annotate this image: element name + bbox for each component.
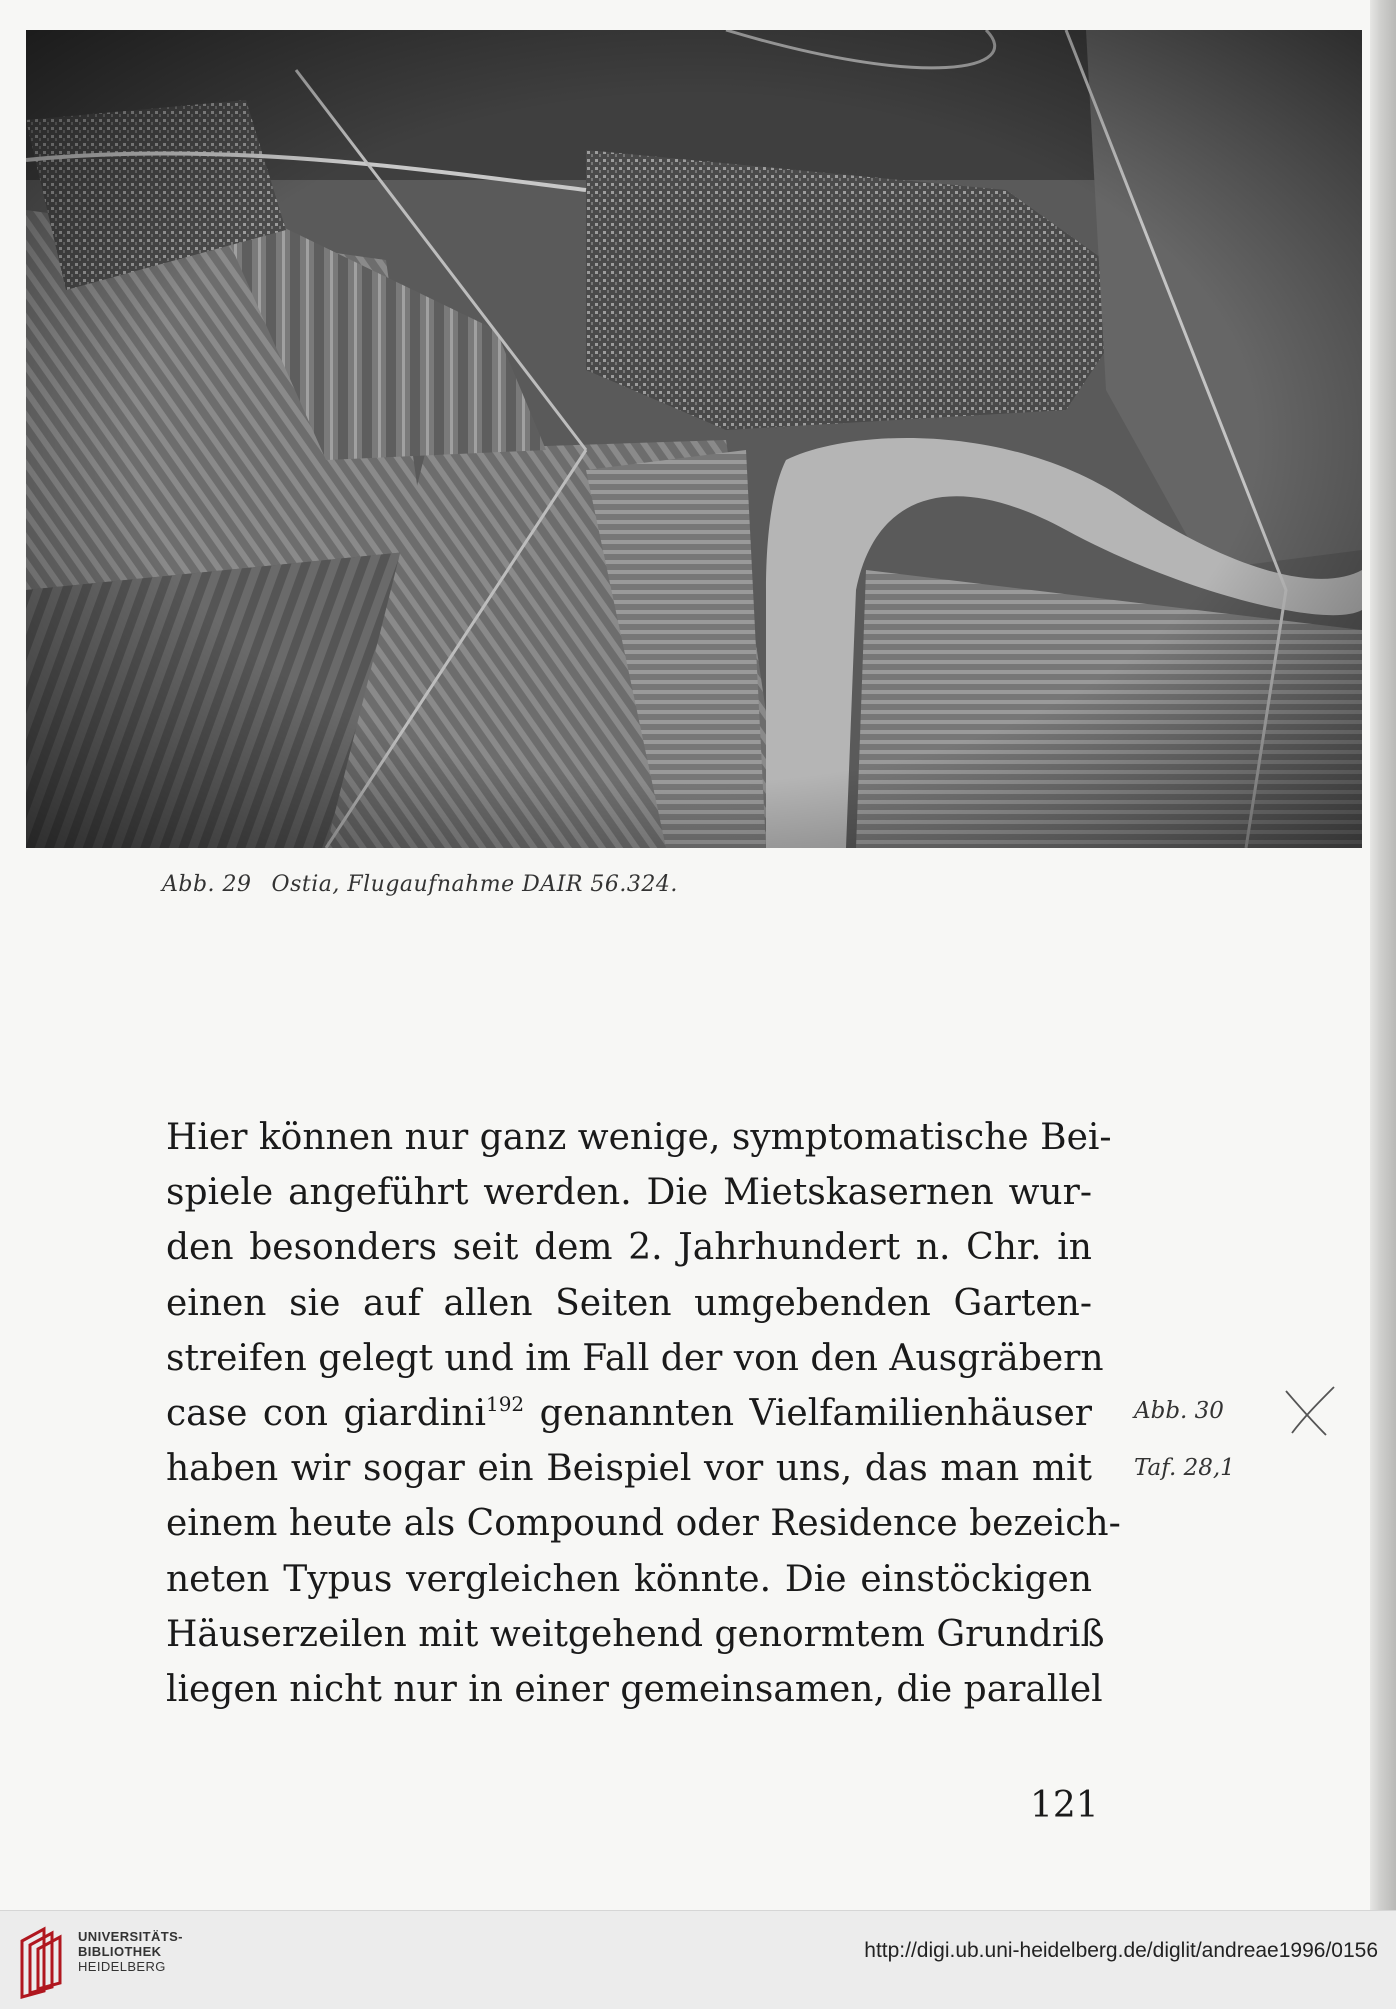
text-line: neten Typus vergleichen könnte. Die einstöckigen [166,1558,1092,1600]
library-name [78,1929,183,1974]
text-line: einen sie auf allen Seiten umgebenden Garten- [166,1282,1092,1324]
aerial-photo [26,30,1362,848]
text-line-part: genannten Vielfamilienhäuser [524,1392,1092,1434]
text-line: Häuserzeilen mit weitgehend genormtem Grundriß [166,1613,1105,1655]
margin-note-abb: Abb. 30 [1134,1398,1224,1424]
text-line [166,1386,1092,1441]
handwritten-x-mark [1280,1385,1338,1437]
library-logo-icon [14,1921,66,1999]
footnote-ref[interactable]: 192 [485,1391,525,1416]
text-line: haben wir sogar ein Beispiel vor uns, das man mit [166,1448,1092,1490]
figure-caption-text: Ostia, Flugaufnahme DAIR 56.324. [271,872,678,897]
text-line: spiele angeführt werden. Die Mietskasernen wur- [166,1172,1092,1214]
text-line: einem heute als Compound oder Residence bezeich- [166,1503,1121,1545]
body-paragraph [166,1110,1121,1717]
text-line: liegen nicht nur in einer gemeinsamen, die parallel [166,1668,1103,1710]
page-edge [1370,0,1396,1915]
library-name-line: BIBLIOTHEK [78,1944,162,1959]
margin-note-taf: Taf. 28,1 [1134,1455,1235,1481]
figure-caption [162,872,678,897]
text-line: den besonders seit dem 2. Jahrhundert n. Chr. in [166,1227,1092,1269]
text-line: streifen gelegt und im Fall der von den Ausgräbern [166,1337,1104,1379]
figure-label: Abb. 29 [162,872,252,897]
permalink-url[interactable]: http://digi.ub.uni-heidelberg.de/diglit/andreae1996/0156 [864,1939,1378,1962]
page-number: 121 [1030,1785,1099,1826]
text-line: Hier können nur ganz wenige, symptomatische Bei- [166,1117,1112,1158]
library-name-line: UNIVERSITÄTS- [78,1929,183,1944]
footer-bar [0,1910,1396,2009]
library-name-line: HEIDELBERG [78,1959,166,1974]
text-line-part: case con giardini [166,1392,486,1434]
